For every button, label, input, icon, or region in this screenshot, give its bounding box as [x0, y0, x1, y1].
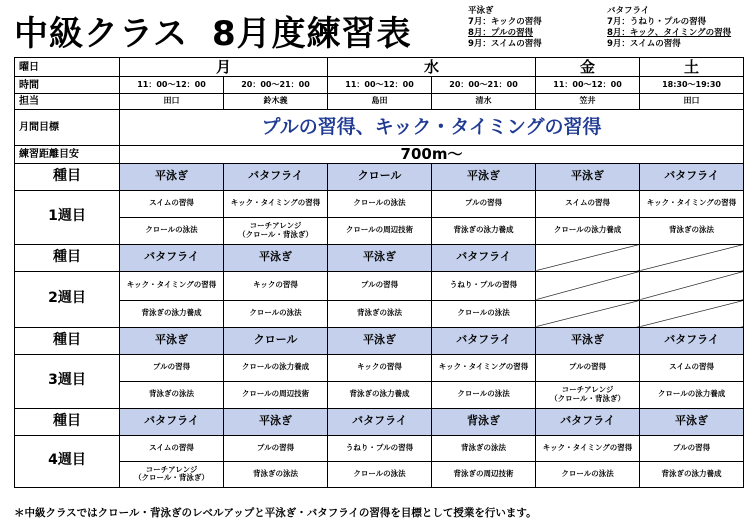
info-line-current: 8月：プルの習得 — [468, 28, 534, 38]
lesson-cell: プルの習得 — [224, 435, 328, 461]
kind-cell: 平泳ぎ — [224, 408, 328, 435]
table-row — [15, 58, 744, 77]
kind-cell: 平泳ぎ — [328, 244, 432, 271]
table-row — [15, 354, 744, 381]
kind-cell: 平泳ぎ — [640, 408, 744, 435]
instructor-cell: 清水 — [432, 94, 536, 110]
kind-label: 種目 — [15, 163, 120, 190]
goal-text: プルの習得、キック・タイミングの習得 — [120, 110, 744, 146]
instructor-cell: 田口 — [640, 94, 744, 110]
lesson-cell: 背泳ぎの泳力養成 — [328, 381, 432, 408]
kind-cell: 平泳ぎ — [432, 163, 536, 190]
table-row — [15, 163, 744, 190]
instructor-cell: 島田 — [328, 94, 432, 110]
time-cell: 11：00～12：00 — [536, 77, 640, 94]
lesson-cell: キック・タイミングの習得 — [536, 435, 640, 461]
instructor-cell: 田口 — [120, 94, 224, 110]
schedule-table — [14, 57, 744, 488]
empty-cell — [536, 300, 640, 327]
lesson-cell: クロールの泳法 — [328, 461, 432, 487]
table-row — [15, 217, 744, 244]
header-tantou: 担当 — [15, 94, 120, 110]
distance-label: 練習距離目安 — [15, 146, 120, 164]
table-row — [15, 190, 744, 217]
lesson-cell: キック・タイミングの習得 — [120, 271, 224, 300]
lesson-cell: 背泳ぎの泳法 — [120, 381, 224, 408]
instructor-cell: 笠井 — [536, 94, 640, 110]
table-row — [15, 94, 744, 110]
time-cell: 11：00～12：00 — [120, 77, 224, 94]
table-row — [15, 77, 744, 94]
lesson-cell: 背泳ぎの周辺技術 — [432, 461, 536, 487]
table-row — [15, 461, 744, 487]
lesson-cell: うねり・プルの習得 — [432, 271, 536, 300]
lesson-cell: 背泳ぎの泳力養成 — [120, 300, 224, 327]
lesson-cell: キック・タイミングの習得 — [432, 354, 536, 381]
lesson-cell: 背泳ぎの泳法 — [224, 461, 328, 487]
lesson-cell: クロールの泳力養成 — [224, 354, 328, 381]
table-row — [15, 110, 744, 146]
week-label: 4週目 — [15, 435, 120, 487]
kind-cell: 平泳ぎ — [120, 163, 224, 190]
lesson-cell: クロールの周辺技術 — [328, 217, 432, 244]
table-row — [15, 408, 744, 435]
kind-label: 種目 — [15, 408, 120, 435]
lesson-cell: プルの習得 — [328, 271, 432, 300]
week-label: 1週目 — [15, 190, 120, 244]
lesson-cell: キックの習得 — [328, 354, 432, 381]
lesson-cell: スイムの習得 — [120, 435, 224, 461]
butterfly-info — [607, 6, 731, 50]
lesson-cell: キック・タイミングの習得 — [224, 190, 328, 217]
lesson-cell: スイムの習得 — [536, 190, 640, 217]
kind-label: 種目 — [15, 327, 120, 354]
time-cell: 20：00～21：00 — [224, 77, 328, 94]
lesson-cell: プルの習得 — [536, 354, 640, 381]
kind-cell: 平泳ぎ — [536, 163, 640, 190]
breaststroke-info — [468, 6, 542, 50]
lesson-cell: キックの習得 — [224, 271, 328, 300]
week-label: 2週目 — [15, 271, 120, 327]
lesson-cell: 背泳ぎの泳法 — [640, 217, 744, 244]
lesson-cell: 背泳ぎの泳法 — [328, 300, 432, 327]
lesson-cell: スイムの習得 — [120, 190, 224, 217]
page-title — [14, 6, 436, 55]
table-row — [15, 327, 744, 354]
lesson-cell: スイムの習得 — [640, 354, 744, 381]
day-mon: 月 — [120, 58, 328, 77]
kind-cell: バタフライ — [536, 408, 640, 435]
distance-text: 700m～ — [120, 146, 744, 164]
info-line: 7月：キックの習得 — [468, 17, 542, 27]
lesson-cell: 背泳ぎの泳力養成 — [432, 217, 536, 244]
lesson-cell: クロールの泳法 — [432, 300, 536, 327]
table-row — [15, 146, 744, 164]
kind-cell: クロール — [224, 327, 328, 354]
lesson-cell: クロールの泳力養成 — [536, 217, 640, 244]
instructor-cell: 鈴木義 — [224, 94, 328, 110]
lesson-cell: コーチアレンジ （クロール・背泳ぎ） — [120, 461, 224, 487]
kind-cell: 平泳ぎ — [536, 327, 640, 354]
info-line: 9月：スイムの習得 — [607, 39, 681, 49]
lesson-cell: コーチアレンジ （クロール・背泳ぎ） — [224, 217, 328, 244]
lesson-cell: クロールの泳力養成 — [640, 381, 744, 408]
lesson-cell: うねり・プルの習得 — [328, 435, 432, 461]
goal-label: 月間目標 — [15, 110, 120, 146]
header-youbi: 曜日 — [15, 58, 120, 77]
day-sat: 土 — [640, 58, 744, 77]
table-row — [15, 381, 744, 408]
lesson-cell: クロールの泳法 — [120, 217, 224, 244]
title-sub: 8月度練習表 — [211, 14, 412, 54]
kind-cell: バタフライ — [432, 327, 536, 354]
info-heading: バタフライ — [607, 6, 650, 16]
title-main: 中級クラス — [14, 14, 188, 54]
info-heading: 平泳ぎ — [468, 6, 494, 16]
table-row — [15, 244, 744, 271]
kind-cell: バタフライ — [328, 408, 432, 435]
lesson-cell: クロールの周辺技術 — [224, 381, 328, 408]
lesson-cell: クロールの泳法 — [536, 461, 640, 487]
lesson-cell: プルの習得 — [120, 354, 224, 381]
info-line-current: 8月：キック、タイミングの習得 — [607, 28, 732, 38]
kind-label: 種目 — [15, 244, 120, 271]
table-row — [15, 300, 744, 327]
time-cell: 20：00～21：00 — [432, 77, 536, 94]
time-cell: 18:30～19:30 — [640, 77, 744, 94]
kind-cell: バタフライ — [432, 244, 536, 271]
kind-cell: 背泳ぎ — [432, 408, 536, 435]
kind-cell: 平泳ぎ — [224, 244, 328, 271]
lesson-cell: コーチアレンジ （クロール・背泳ぎ） — [536, 381, 640, 408]
lesson-cell: クロールの泳法 — [328, 190, 432, 217]
kind-cell: 平泳ぎ — [328, 327, 432, 354]
info-line: 7月：うねり・プルの習得 — [607, 17, 707, 27]
kind-cell: バタフライ — [224, 163, 328, 190]
kind-cell: バタフライ — [120, 244, 224, 271]
empty-cell — [536, 244, 640, 271]
info-line: 9月：スイムの習得 — [468, 39, 542, 49]
time-cell: 11：00～12：00 — [328, 77, 432, 94]
empty-cell — [640, 244, 744, 271]
lesson-cell: クロールの泳法 — [432, 381, 536, 408]
lesson-cell: プルの習得 — [432, 190, 536, 217]
kind-cell: バタフライ — [120, 408, 224, 435]
lesson-cell: クロールの泳法 — [224, 300, 328, 327]
lesson-cell: キック・タイミングの習得 — [640, 190, 744, 217]
empty-cell — [640, 271, 744, 300]
week-label: 3週目 — [15, 354, 120, 408]
kind-cell: バタフライ — [640, 327, 744, 354]
day-wed: 水 — [328, 58, 536, 77]
kind-cell: 平泳ぎ — [120, 327, 224, 354]
header-jikan: 時間 — [15, 77, 120, 94]
footnote: ＊中級クラスではクロール・背泳ぎのレベルアップと平泳ぎ・バタフライの習得を目標として授業を行います。 — [14, 507, 537, 519]
day-fri: 金 — [536, 58, 640, 77]
lesson-cell: プルの習得 — [640, 435, 744, 461]
table-row — [15, 435, 744, 461]
empty-cell — [536, 271, 640, 300]
lesson-cell: 背泳ぎの泳力養成 — [640, 461, 744, 487]
table-row — [15, 271, 744, 300]
lesson-cell: 背泳ぎの泳法 — [432, 435, 536, 461]
empty-cell — [640, 300, 744, 327]
kind-cell: クロール — [328, 163, 432, 190]
kind-cell: バタフライ — [640, 163, 744, 190]
